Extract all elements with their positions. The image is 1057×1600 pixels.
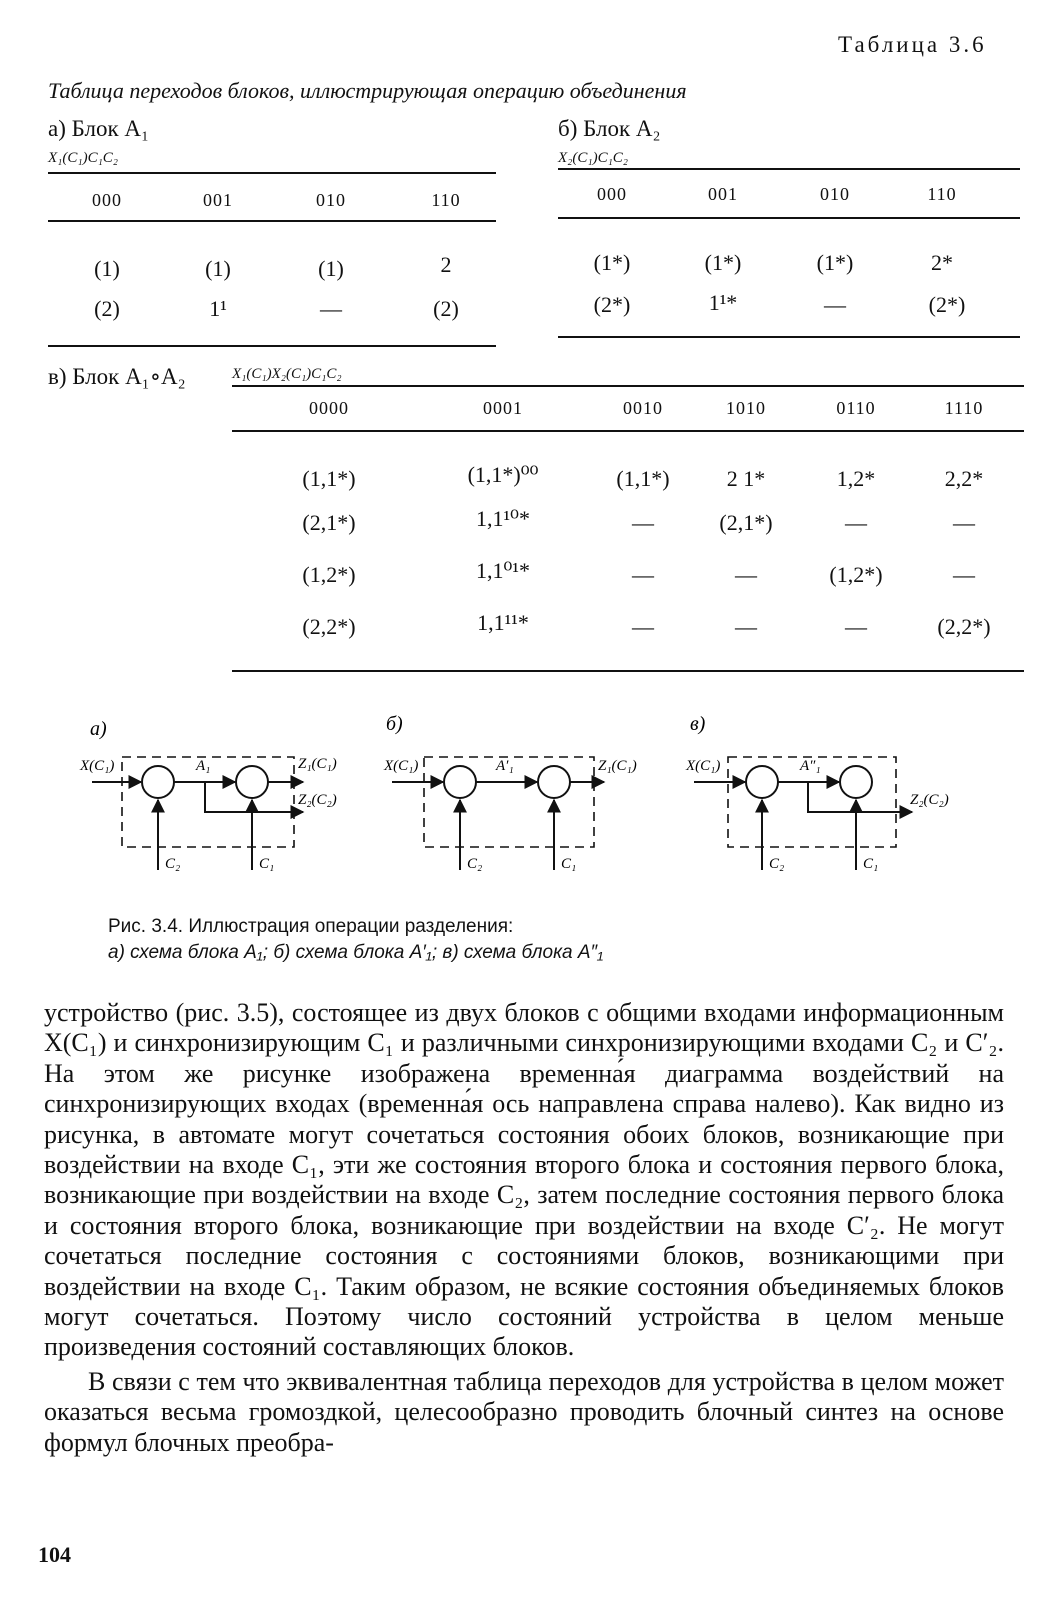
part-a-cell: (1)	[205, 256, 231, 281]
panel-c-sync-label-1: C₂	[769, 856, 785, 872]
part-a-cell: (2)	[433, 296, 459, 321]
part-a-cell: (1)	[318, 256, 344, 281]
part-c-cell: 2,2*	[944, 466, 984, 491]
part-b-cell: (2*)	[593, 292, 631, 317]
figure-caption-line2: а) схема блока A₁; б) схема блока A′₁; в) схема блока A″₁	[108, 942, 604, 963]
panel-b-input-label: X(C₁)	[384, 758, 419, 774]
part-a-rule-bottom	[48, 345, 496, 347]
panel-b-sync-label-2: C₁	[561, 856, 577, 872]
panel-label-c: в)	[690, 713, 706, 735]
figure-3-4	[0, 700, 1057, 910]
panel-a-sync-label-2: C₁	[259, 856, 275, 872]
part-a-label: а) Блок A₁	[48, 116, 150, 141]
part-c-cell: —	[953, 510, 975, 535]
part-c-rule-top	[232, 385, 1024, 387]
part-c-col: 0010	[623, 398, 663, 418]
part-a-header-vars: X₁(C₁)C₁C₂	[48, 150, 119, 166]
figure-panel-c	[685, 713, 949, 872]
part-c-cell: (1,1*)	[302, 466, 356, 491]
part-c-cell: 1,1¹⁰*	[476, 506, 530, 531]
part-b-cell: (1*)	[816, 250, 854, 275]
part-c-cell: (1,1*)	[616, 466, 670, 491]
part-b-cell: (2*)	[928, 292, 966, 317]
panel-label-a: а)	[90, 718, 107, 740]
part-b-col: 110	[927, 184, 957, 204]
part-c-rule-bottom	[232, 670, 1024, 672]
panel-b-output-label-1: Z₁(C₁)	[598, 758, 637, 774]
part-a-col: 001	[203, 190, 233, 210]
part-b-col: 000	[597, 184, 627, 204]
part-b-label: б) Блок A₂	[558, 116, 661, 141]
panel-c-output-label-1: Z₂(C₂)	[910, 792, 949, 808]
panel-c-block-label: A″₁	[800, 758, 821, 774]
part-c-header-vars: X₁(C₁)X₂(C₁)C₁C₂	[232, 366, 342, 382]
panel-a-input-label: X(C₁)	[80, 758, 115, 774]
part-c-cell: (2,2*)	[937, 614, 991, 639]
part-c-col: 0001	[483, 398, 523, 418]
part-a-col: 110	[431, 190, 461, 210]
part-a-cell: —	[320, 296, 342, 321]
part-a-cell: (1)	[94, 256, 120, 281]
part-c-cell: —	[632, 510, 654, 535]
part-b-cell: (1*)	[593, 250, 631, 275]
part-a-rule-mid	[48, 220, 496, 222]
part-a-col: 010	[316, 190, 346, 210]
panel-a-node-1	[142, 766, 174, 798]
panel-b-node-1	[444, 766, 476, 798]
part-c-col: 1110	[944, 398, 984, 418]
figure-panel-b	[383, 713, 637, 872]
panel-a-block-label: A₁	[196, 758, 211, 774]
part-b-rule-bottom	[558, 336, 1020, 338]
part-c-cell: 2 1*	[726, 466, 766, 491]
part-b-col: 001	[708, 184, 738, 204]
panel-a-output-label-2: Z₂(C₂)	[298, 792, 337, 808]
part-b-rule-top	[558, 168, 1020, 170]
part-c-cell: (1,2*)	[829, 562, 883, 587]
part-c-col: 0000	[309, 398, 349, 418]
page-number: 104	[38, 1542, 71, 1567]
part-b-cell: 2*	[931, 250, 953, 275]
part-c-cell: 1,1⁰¹*	[476, 558, 530, 583]
body-paragraph-1: устройство (рис. 3.5), состоящее из двух блоков с общими входами информационным X(C₁) и синхронизирующим C₁ и различными синхронизирующими входами C₂ и C′₂. На этом же рисунке изображена временна́я диаграмма воздействий на синхронизирующих входах (временна́я ось направлена справа налево). Как видно из рисунка, в автомате могут сочетаться состояния обоих блоков, возникающие при воздействии на входе C₁, эти же состояния второго блока и состояния первого блока, возникающие при воздействии на входе C₂, затем последние состояния первого блока и состояния второго блока, возникающие при воздействии на входе C′₂. Не могут сочетаться последние состояния с состояниями блоков, возникающими при воздействии на входе C₁. Таким образом, не всякие состояния объединяемых блоков могут сочетаться. Поэтому число состояний устройства в целом меньше произведения состояний составляющих блоков.	[44, 998, 1004, 1362]
part-c-cell: —	[845, 614, 867, 639]
table-number: Таблица 3.6	[838, 32, 987, 57]
panel-c-node-1	[746, 766, 778, 798]
part-c-cell: —	[632, 562, 654, 587]
part-a-cell: 2	[440, 252, 452, 277]
part-c-cell: —	[735, 562, 757, 587]
part-b-col: 010	[820, 184, 850, 204]
body-paragraph-2: В связи с тем что эквивалентная таблица переходов для устройства в целом может оказаться весьма громоздкой, целесообразно проводить блочный синтез на основе формул блочных преобра-	[44, 1366, 1004, 1457]
part-c-cell: —	[953, 562, 975, 587]
panel-b-node-2	[538, 766, 570, 798]
part-c-cell: (1,2*)	[302, 562, 356, 587]
part-c-cell: (2,2*)	[302, 614, 356, 639]
part-c-cell: 1,1¹¹*	[477, 610, 529, 635]
part-b-rule-mid	[558, 217, 1020, 219]
figure-caption-line1: Рис. 3.4. Иллюстрация операции разделения:	[108, 916, 514, 937]
panel-c-sync-label-2: C₁	[863, 856, 879, 872]
part-b-cell: —	[824, 292, 846, 317]
part-c-cell: —	[735, 614, 757, 639]
panel-a-node-2	[236, 766, 268, 798]
figure-panel-a	[79, 718, 337, 872]
panel-b-block-label: A′₁	[496, 758, 514, 774]
table-title: Таблица переходов блоков, иллюстрирующая операцию объединения	[48, 78, 687, 103]
part-a-rule-top	[48, 172, 496, 174]
part-b-header-vars: X₂(C₁)C₁C₂	[558, 150, 629, 166]
part-a-cell: (2)	[94, 296, 120, 321]
panel-a-sync-label-1: C₂	[165, 856, 181, 872]
part-c-rule-mid	[232, 430, 1024, 432]
panel-a-output-label-1: Z₁(C₁)	[298, 756, 337, 772]
panel-label-b: б)	[386, 713, 403, 735]
part-c-cell: (1,1*)⁰⁰	[467, 462, 539, 487]
part-c-cell: —	[632, 614, 654, 639]
part-c-cell: (2,1*)	[719, 510, 773, 535]
panel-c-node-2	[840, 766, 872, 798]
part-c-cell: 1,2*	[836, 466, 876, 491]
body-text	[44, 998, 1004, 1458]
part-b-cell: 1¹*	[708, 290, 738, 315]
part-a-cell: 1¹	[209, 296, 227, 321]
panel-c-input-label: X(C₁)	[686, 758, 721, 774]
panel-b-sync-label-1: C₂	[467, 856, 483, 872]
part-c-cell: —	[845, 510, 867, 535]
part-c-col: 1010	[726, 398, 766, 418]
part-c-label: в) Блок A₁∘A₂	[48, 364, 186, 389]
part-a-col: 000	[92, 190, 122, 210]
part-c-cell: (2,1*)	[302, 510, 356, 535]
part-b-cell: (1*)	[704, 250, 742, 275]
part-c-col: 0110	[836, 398, 876, 418]
